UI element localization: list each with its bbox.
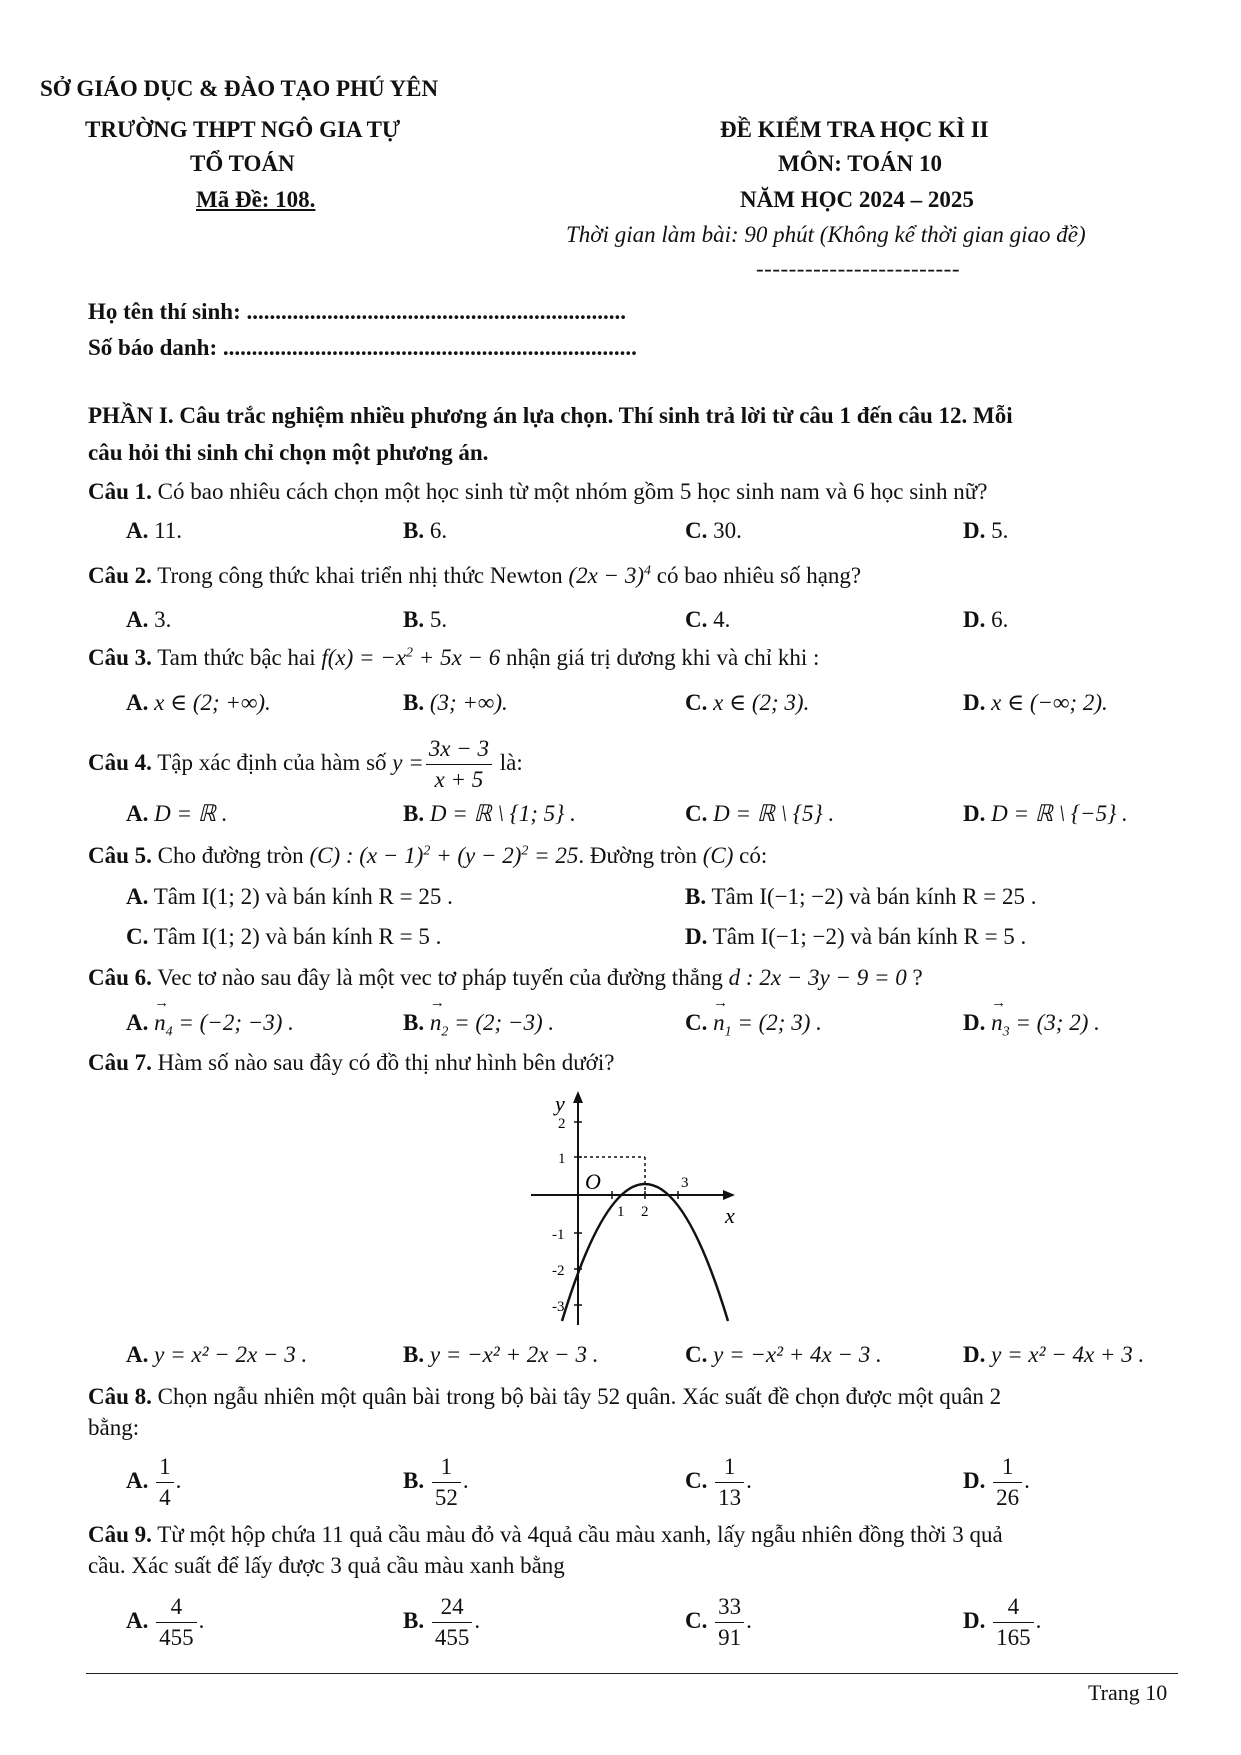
option-text: 3. — [154, 607, 172, 632]
option-letter: B. — [685, 884, 707, 909]
question-8 — [88, 1384, 1001, 1410]
option-letter: A. — [126, 690, 149, 715]
department-name: SỞ GIÁO DỤC & ĐÀO TẠO PHÚ YÊN — [40, 76, 439, 101]
option-letter: D. — [963, 690, 986, 715]
header-separator: ------------------------- — [756, 256, 960, 281]
option-letter: D. — [963, 607, 986, 632]
question-label: Câu 1. — [88, 479, 152, 504]
page-number: Trang 10 — [1088, 1680, 1168, 1705]
fraction — [156, 1454, 174, 1511]
option-letter: B. — [403, 801, 425, 826]
q2-option-b[interactable] — [403, 607, 447, 633]
fraction-denominator: 13 — [718, 1485, 742, 1511]
question-text: Tam thức bậc hai — [151, 645, 322, 670]
question-text: Trong công thức khai triển nhị thức Newton — [151, 563, 569, 588]
option-text: x ∈ (2; 3). — [713, 690, 810, 715]
school-year: NĂM HỌC 2024 – 2025 — [740, 187, 974, 212]
fraction — [715, 1454, 744, 1511]
question-label: Câu 4. — [88, 750, 152, 775]
footer-rule — [86, 1673, 1178, 1674]
fraction-numerator: 33 — [715, 1594, 744, 1623]
option-text: = (2; 3) . — [731, 1010, 822, 1035]
vector-n: → n — [713, 1010, 725, 1036]
line-equation: d : 2x − 3y − 9 = 0 — [728, 965, 907, 990]
fraction — [432, 1454, 461, 1511]
option-letter: B. — [403, 690, 425, 715]
option-letter: B. — [403, 607, 425, 632]
exponent: 2 — [521, 843, 529, 859]
option-letter: B. — [403, 1468, 425, 1493]
question-label: Câu 6. — [88, 965, 152, 990]
vector-index: 3 — [1002, 1024, 1010, 1040]
fraction — [156, 1594, 197, 1651]
q7-option-a[interactable] — [126, 1342, 307, 1368]
question-text: Từ một hộp chứa 11 quả cầu màu đỏ và 4quả cầu màu xanh, lấy ngẫu nhiên đồng thời 3 quả — [151, 1522, 1003, 1547]
eq-part: (C) : (x − 1) — [309, 843, 424, 868]
part1-instructions-line1: PHẦN I. Câu trắc nghiệm nhiều phương án lựa chọn. Thí sinh trả lời từ câu 1 đến câu 12. Mỗi — [88, 403, 1013, 428]
question-2 — [88, 563, 861, 589]
option-text: (3; +∞). — [429, 690, 508, 715]
part1-instructions-line2: câu hỏi thi sinh chỉ chọn một phương án. — [88, 440, 489, 465]
student-id-field: Số báo danh: ........................................................................ — [88, 335, 637, 360]
q3-option-d[interactable] — [963, 690, 1108, 716]
option-text: Tâm I(−1; −2) và bán kính R = 25 . — [711, 884, 1037, 909]
option-text: y = −x² + 2x − 3 . — [429, 1342, 599, 1367]
q1-option-d[interactable] — [963, 518, 1008, 544]
option-letter: D. — [685, 924, 708, 949]
question-3 — [88, 645, 819, 671]
option-letter: B. — [403, 1608, 425, 1633]
option-text: = (3; 2) . — [1009, 1010, 1100, 1035]
option-text: 5. — [429, 607, 448, 632]
q5-option-d[interactable] — [685, 924, 1026, 950]
fraction-denominator: 455 — [434, 1625, 470, 1651]
origin-label: O — [585, 1169, 601, 1194]
question-label: Câu 2. — [88, 563, 152, 588]
q3-option-b[interactable] — [403, 690, 508, 716]
option-text: = (2; −3) . — [448, 1010, 555, 1035]
q9-option-d[interactable]: D. $\frac{4}{165}$ . — [963, 1594, 1042, 1651]
question-text-mid: . Đường tròn — [578, 843, 703, 868]
q1-option-b[interactable] — [403, 518, 447, 544]
fraction — [432, 1594, 473, 1651]
option-letter: C. — [685, 518, 708, 543]
option-text: = (−2; −3) . — [172, 1010, 294, 1035]
option-text: x ∈ (−∞; 2). — [991, 690, 1108, 715]
option-letter: A. — [126, 1468, 149, 1493]
option-text: Tâm I(−1; −2) và bán kính R = 5 . — [712, 924, 1027, 949]
q4-option-c[interactable] — [685, 801, 834, 827]
group-name: TỔ TOÁN — [190, 151, 295, 176]
y-tick-label: -1 — [552, 1227, 565, 1243]
vector-n: → n — [430, 1010, 442, 1036]
x-axis-label: x — [725, 1203, 735, 1228]
option-letter: D. — [963, 1468, 986, 1493]
q6-option-d[interactable] — [963, 1010, 1100, 1041]
q4-option-a[interactable] — [126, 801, 227, 827]
q9-option-c[interactable]: C. $\frac{33}{91}$ . — [685, 1594, 752, 1651]
option-letter: D. — [963, 1608, 986, 1633]
option-letter: C. — [685, 1608, 708, 1633]
q4-option-d[interactable] — [963, 801, 1128, 827]
option-letter: A. — [126, 1342, 149, 1367]
y-axis-arrow — [573, 1091, 583, 1103]
option-text: Tâm I(1; 2) và bán kính R = 25 . — [153, 884, 453, 909]
fraction-denominator: 52 — [434, 1485, 458, 1511]
student-name-field: Họ tên thí sinh: .................................................................. — [88, 299, 626, 324]
question-text: Chọn ngẫu nhiên một quân bài trong bộ bài tây 52 quân. Xác suất đề chọn được một quân 2 — [151, 1384, 1002, 1409]
q7-option-c[interactable] — [685, 1342, 882, 1368]
q1-option-c[interactable] — [685, 518, 742, 544]
fraction-numerator: 4 — [993, 1594, 1034, 1623]
x-tick-label: 3 — [681, 1175, 689, 1191]
option-text: D = ℝ \ {1; 5} . — [429, 801, 576, 826]
option-letter: A. — [126, 607, 149, 632]
vector-index: 2 — [441, 1024, 449, 1040]
option-letter: C. — [685, 690, 708, 715]
option-letter: A. — [126, 801, 149, 826]
option-text: 4. — [713, 607, 731, 632]
question-text: Tập xác định của hàm số — [151, 750, 393, 775]
x-tick-label: 1 — [617, 1204, 625, 1220]
binomial-exponent: 4 — [644, 563, 651, 579]
exponent: 2 — [423, 843, 431, 859]
option-text: x ∈ (2; +∞). — [154, 690, 271, 715]
eq-part: + (y − 2) — [430, 843, 522, 868]
question-text-end: có: — [733, 843, 768, 868]
q6-option-a[interactable] — [126, 1010, 294, 1041]
fraction-numerator: 24 — [432, 1594, 473, 1623]
school-name: TRƯỜNG THPT NGÔ GIA TỰ — [85, 117, 401, 142]
fraction-denominator: 4 — [159, 1485, 171, 1511]
option-letter: C. — [685, 1468, 708, 1493]
fraction-denominator: x + 5 — [434, 767, 484, 793]
q5-option-c[interactable] — [126, 924, 441, 950]
quadratic-expression: f(x) = −x — [321, 645, 407, 670]
exponent: 2 — [406, 645, 414, 661]
question-text: Hàm số nào sau đây có đồ thị như hình bên dưới? — [151, 1050, 615, 1075]
q2-option-a[interactable] — [126, 607, 171, 633]
q8-option-c[interactable]: C. $\frac{1}{13}$ . — [685, 1454, 752, 1511]
fraction-numerator: 4 — [156, 1594, 197, 1623]
option-letter: B. — [403, 1010, 425, 1035]
binomial-expression: (2x − 3) — [568, 563, 644, 588]
question-9-line2: cầu. Xác suất để lấy được 3 quả cầu màu xanh bằng — [88, 1553, 565, 1578]
option-letter: A. — [126, 884, 149, 909]
fraction-numerator: 1 — [156, 1454, 174, 1483]
option-letter: A. — [126, 1608, 149, 1633]
exam-code: Mã Đề: 108. — [196, 187, 316, 212]
option-text: D = ℝ . — [154, 801, 228, 826]
circle-equation — [309, 843, 578, 868]
question-text-end: là: — [494, 750, 523, 775]
option-text: 11. — [154, 518, 183, 543]
fraction — [715, 1594, 744, 1651]
option-text: D = ℝ \ {5} . — [713, 801, 835, 826]
circle-name: (C) — [702, 843, 734, 868]
option-letter: C. — [126, 924, 149, 949]
option-letter: D. — [963, 518, 986, 543]
q9-option-b[interactable]: B. $\frac{24}{455}$ . — [403, 1594, 481, 1651]
question-4 — [88, 733, 523, 793]
exam-title: ĐỀ KIỂM TRA HỌC KÌ II — [720, 117, 989, 142]
q8-option-d[interactable]: D. $\frac{1}{26}$ . — [963, 1454, 1030, 1511]
q3-option-a[interactable] — [126, 690, 271, 716]
option-text: D = ℝ \ {−5} . — [991, 801, 1128, 826]
option-text: 6. — [429, 518, 448, 543]
q1-option-a[interactable] — [126, 518, 182, 544]
fraction-denominator: 91 — [718, 1625, 742, 1651]
fraction — [993, 1454, 1022, 1511]
option-letter: C. — [685, 1010, 708, 1035]
question-label: Câu 5. — [88, 843, 152, 868]
q7-option-d[interactable] — [963, 1342, 1144, 1368]
vector-n: → n — [991, 1010, 1003, 1036]
fraction — [993, 1594, 1034, 1651]
vector-index: 1 — [724, 1024, 732, 1040]
option-letter: C. — [685, 801, 708, 826]
q4-option-b[interactable] — [403, 801, 576, 827]
option-text: 5. — [991, 518, 1009, 543]
q2-option-d[interactable] — [963, 607, 1008, 633]
eq-part: = 25 — [528, 843, 579, 868]
question-label: Câu 7. — [88, 1050, 152, 1075]
option-letter: C. — [685, 607, 708, 632]
q8-option-a[interactable]: A. $\frac{1}{4}$ . — [126, 1454, 182, 1511]
fraction-numerator: 3x − 3 — [426, 736, 492, 765]
option-letter: D. — [963, 1010, 986, 1035]
x-tick-label: 2 — [641, 1204, 649, 1220]
question-9 — [88, 1522, 1003, 1548]
option-letter: A. — [126, 518, 149, 543]
q6-option-b[interactable] — [403, 1010, 554, 1041]
question-text-end: nhận giá trị dương khi và chỉ khi : — [500, 645, 820, 670]
option-letter: B. — [403, 1342, 425, 1367]
function-fraction — [426, 736, 492, 793]
question-text: Cho đường tròn — [151, 843, 310, 868]
question-label: Câu 3. — [88, 645, 152, 670]
q5-option-b[interactable] — [685, 884, 1037, 910]
option-letter: C. — [685, 1342, 708, 1367]
y-tick-label: 1 — [558, 1151, 566, 1167]
option-letter: D. — [963, 1342, 986, 1367]
question-5 — [88, 843, 767, 869]
option-text: Tâm I(1; 2) và bán kính R = 5 . — [153, 924, 442, 949]
question-text: Vec tơ nào sau đây là một vec tơ pháp tuyến của đường thẳng — [151, 965, 729, 990]
q9-option-a[interactable]: A. $\frac{4}{455}$ . — [126, 1594, 205, 1651]
y-tick-label: -2 — [552, 1263, 565, 1279]
quadratic-expression-rest: + 5x − 6 — [413, 645, 501, 670]
question-mark: ? — [906, 965, 923, 990]
option-letter: B. — [403, 518, 425, 543]
option-letter: D. — [963, 801, 986, 826]
question-label: Câu 9. — [88, 1522, 152, 1547]
q5-option-a[interactable] — [126, 884, 453, 910]
fraction-denominator: 165 — [996, 1625, 1031, 1651]
vector-index: 4 — [165, 1024, 173, 1040]
fraction-denominator: 26 — [996, 1485, 1020, 1511]
question-7 — [88, 1050, 614, 1076]
exam-time: Thời gian làm bài: 90 phút (Không kể thời gian giao đề) — [566, 222, 1086, 247]
q8-option-b[interactable]: B. $\frac{1}{52}$ . — [403, 1454, 469, 1511]
vector-n: → n — [154, 1010, 166, 1036]
x-axis-arrow — [723, 1190, 735, 1200]
subject: MÔN: TOÁN 10 — [778, 151, 942, 176]
fraction-numerator: 1 — [993, 1454, 1022, 1483]
y-axis-label: y — [555, 1091, 565, 1116]
option-text: y = −x² + 4x − 3 . — [713, 1342, 882, 1367]
question-label: Câu 8. — [88, 1384, 152, 1409]
option-letter: A. — [126, 1010, 149, 1035]
question-8-line2: bằng: — [88, 1415, 140, 1440]
q3-option-c[interactable] — [685, 690, 809, 716]
question-1 — [88, 479, 987, 505]
option-text: y = x² − 4x + 3 . — [991, 1342, 1145, 1367]
option-text: y = x² − 2x − 3 . — [154, 1342, 308, 1367]
option-text: 30. — [713, 518, 742, 543]
y-tick-label: 2 — [558, 1116, 566, 1132]
fraction-denominator: 455 — [159, 1625, 194, 1651]
parabola-graph — [525, 1085, 755, 1330]
function-y-equals: y = — [392, 750, 424, 775]
option-text: 6. — [991, 607, 1009, 632]
q6-option-c[interactable] — [685, 1010, 822, 1041]
y-tick-label: -3 — [552, 1299, 565, 1315]
question-6 — [88, 965, 923, 991]
q7-option-b[interactable] — [403, 1342, 598, 1368]
fraction-numerator: 1 — [432, 1454, 461, 1483]
question-text: Có bao nhiêu cách chọn một học sinh từ một nhóm gồm 5 học sinh nam và 6 học sinh nữ? — [151, 479, 988, 504]
q2-option-c[interactable] — [685, 607, 730, 633]
question-text-end: có bao nhiêu số hạng? — [651, 563, 862, 588]
fraction-numerator: 1 — [715, 1454, 744, 1483]
